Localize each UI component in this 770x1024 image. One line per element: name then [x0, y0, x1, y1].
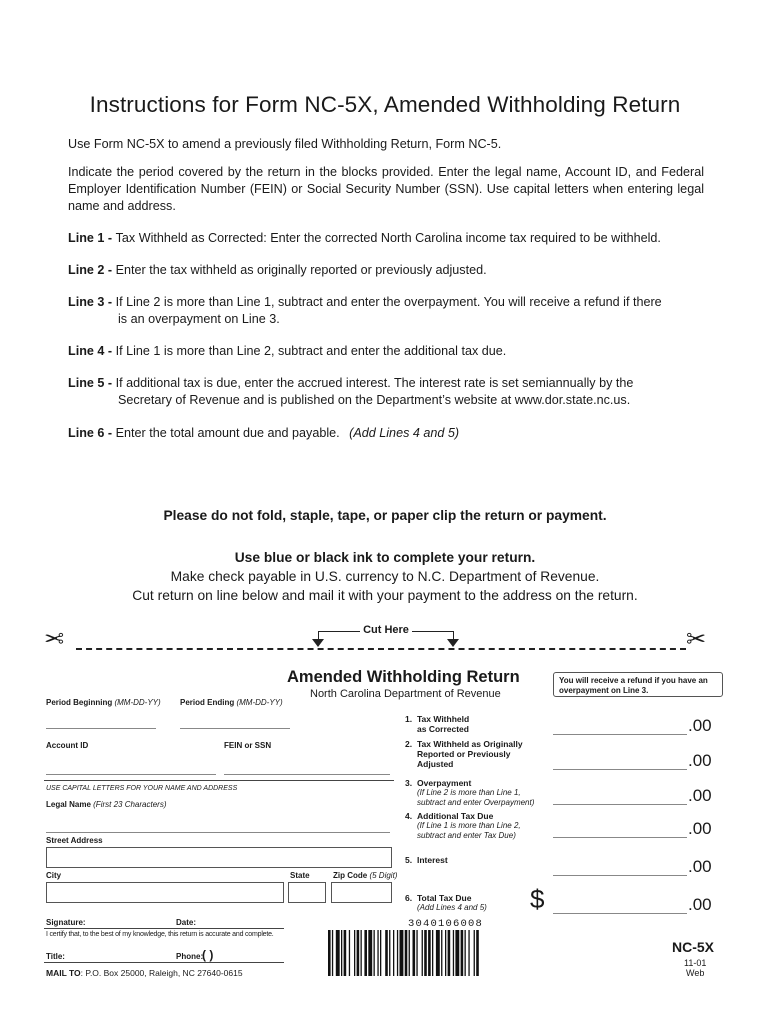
line-label-part: Tax Withheld: [417, 714, 470, 724]
barcode-bar: [476, 930, 479, 976]
barcode-bar: [428, 930, 431, 976]
caps-note: USE CAPITAL LETTERS FOR YOUR NAME AND ADDRESS: [46, 785, 238, 792]
line3-text-b: is an overpayment on Line 3.: [118, 312, 280, 326]
line-label-part: Overpayment: [417, 778, 472, 788]
cut-here-rule-right: [412, 631, 454, 632]
line6-instruction: [68, 425, 704, 442]
barcode-bar: [341, 930, 342, 976]
notice-no-fold: Please do not fold, staple, tape, or paper clip the return or payment.: [163, 508, 607, 523]
line-number: 6.: [405, 893, 413, 903]
cents-label: .00: [688, 786, 712, 805]
line4-text: If Line 1 is more than Line 2, subtract and enter the additional tax due.: [115, 344, 507, 358]
cut-line: [76, 648, 686, 650]
barcode-bar: [344, 930, 347, 976]
fein-label: FEIN or SSN: [224, 741, 272, 750]
barcode-bar: [445, 930, 446, 976]
amount-field[interactable]: [553, 722, 687, 735]
barcode-bar: [377, 930, 378, 976]
barcode-number: 3040106008: [408, 918, 484, 930]
line-label: [417, 739, 567, 769]
barcode-bar: [328, 930, 331, 976]
line6-label: Line 6 -: [68, 426, 116, 440]
line-number: 3.: [405, 778, 413, 788]
signature-line[interactable]: [44, 928, 284, 929]
line-note: subtract and enter Tax Due): [417, 831, 516, 840]
line3-label: Line 3 -: [68, 295, 116, 309]
certify-statement: I certify that, to the best of my knowledge, this return is accurate and complete.: [46, 931, 274, 938]
street-address-label: Street Address: [46, 836, 103, 845]
line3-text-a: If Line 2 is more than Line 1, subtract and enter the overpayment. You will receive a refund if there: [115, 295, 662, 309]
street-address-field[interactable]: [46, 847, 392, 868]
zip-label: Zip Code (5 Digit): [333, 871, 398, 880]
barcode-bar: [409, 930, 410, 976]
line-label-part: Total Tax Due: [417, 893, 472, 903]
line-label-part: Adjusted: [417, 759, 454, 769]
line4-label: Line 4 -: [68, 344, 116, 358]
barcode-bar: [455, 930, 459, 976]
date-label: Date:: [176, 918, 197, 927]
cents-label: .00: [688, 895, 712, 914]
barcode-bar: [354, 930, 355, 976]
mail-to: MAIL TO: P.O. Box 25000, Raleigh, NC 27640-0615: [46, 968, 243, 978]
line-label-part: Interest: [417, 855, 448, 865]
scissors-left-icon: ✂: [44, 626, 65, 653]
city-label: City: [46, 871, 62, 880]
title-line[interactable]: [44, 962, 284, 963]
barcode-bar: [336, 930, 340, 976]
barcode-bar: [332, 930, 333, 976]
line5-instruction: [68, 375, 704, 409]
zip-field[interactable]: [331, 882, 392, 903]
amount-line-3: [405, 778, 725, 812]
line2-text: Enter the tax withheld as originally reported or previously adjusted.: [115, 263, 487, 277]
barcode-bar: [474, 930, 475, 976]
scissors-right-icon: ✂: [686, 626, 707, 653]
intro-paragraph-2: Indicate the period covered by the return in the blocks provided. Enter the legal name, Account ID, and Federal Employer Identification Number (FEIN) or Social Security Number (SSN). Use capital letters when entering legal name and address.: [68, 165, 704, 213]
barcode-bar: [361, 930, 362, 976]
signature-label: Signature:: [46, 918, 86, 927]
phone-label: Phone:: [176, 952, 204, 961]
intro-paragraph-1: Use Form NC-5X to amend a previously filed Withholding Return, Form NC-5.: [68, 137, 502, 151]
line6-text: Enter the total amount due and payable.: [115, 426, 340, 440]
notice-cut-mail: Cut return on line below and mail it with your payment to the address on the return.: [132, 588, 638, 603]
cut-arrow-right-icon: [447, 639, 459, 647]
line-note: (If Line 1 is more than Line 2,: [417, 821, 521, 830]
barcode: [328, 930, 568, 978]
barcode-bar: [357, 930, 360, 976]
barcode-bar: [436, 930, 440, 976]
dollar-sign: $: [530, 884, 545, 914]
barcode-bar: [368, 930, 372, 976]
barcode-bar: [413, 930, 416, 976]
state-field[interactable]: [288, 882, 326, 903]
barcode-bar: [448, 930, 451, 976]
line5-text-b: Secretary of Revenue and is published on the Department’s website at www.dor.state.nc.us.: [118, 393, 631, 407]
amount-field[interactable]: [553, 901, 687, 914]
notice-payable: Make check payable in U.S. currency to N.C. Department of Revenue.: [170, 569, 600, 584]
line-number: 5.: [405, 855, 413, 865]
line-label-part: Additional Tax Due: [417, 811, 494, 821]
line2-label: Line 2 -: [68, 263, 116, 277]
period-end-label: Period Ending (MM-DD-YY): [180, 698, 283, 707]
line-label: [417, 714, 567, 734]
barcode-bar: [461, 930, 464, 976]
notice-ink: Use blue or black ink to complete your return.: [234, 550, 536, 565]
barcode-bar: [380, 930, 381, 976]
barcode-bar: [389, 930, 390, 976]
page-title: Instructions for Form NC-5X, Amended Withholding Return: [89, 92, 681, 117]
state-label: State: [290, 871, 310, 880]
barcode-bar: [441, 930, 442, 976]
cents-label: .00: [688, 857, 712, 876]
line6-note: (Add Lines 4 and 5): [349, 426, 460, 440]
barcode-bar: [393, 930, 394, 976]
line-note: subtract and enter Overpayment): [417, 798, 535, 807]
amount-field[interactable]: [553, 863, 687, 876]
line-label: [417, 893, 567, 913]
form-subtitle: North Carolina Department of Revenue: [310, 688, 501, 700]
barcode-bar: [385, 930, 388, 976]
barcode-bar: [453, 930, 454, 976]
barcode-bar: [416, 930, 417, 976]
line5-label: Line 5 -: [68, 376, 116, 390]
line-label-part: Reported or Previously: [417, 749, 511, 759]
form-revision: 11-01: [684, 958, 707, 968]
title-label: Title:: [46, 952, 65, 961]
amount-line-4: [405, 811, 725, 845]
barcode-bar: [468, 930, 469, 976]
line1-text: Tax Withheld as Corrected: Enter the corrected North Carolina income tax required to be withheld.: [115, 231, 661, 245]
barcode-bar: [400, 930, 404, 976]
barcode-bar: [364, 930, 367, 976]
barcode-bar: [424, 930, 427, 976]
line-label: [417, 811, 567, 841]
amount-line-2: [405, 739, 725, 773]
line3-instruction: [68, 294, 704, 328]
account-id-field[interactable]: [46, 760, 216, 775]
line4-instruction: [68, 343, 704, 360]
amount-line-5: [405, 855, 725, 889]
line1-label: Line 1 -: [68, 231, 116, 245]
cut-here-label: Cut Here: [363, 624, 409, 636]
amount-field[interactable]: [553, 792, 687, 805]
amount-field[interactable]: [553, 825, 687, 838]
form-version: Web: [686, 968, 705, 978]
barcode-bar: [422, 930, 423, 976]
line-note: (Add Lines 4 and 5): [417, 903, 487, 912]
line-label: [417, 855, 567, 865]
barcode-bar: [397, 930, 398, 976]
cut-here-rule-left: [318, 631, 360, 632]
line-label-part: Tax Withheld as Originally: [417, 739, 523, 749]
line1-instruction: [68, 230, 704, 247]
period-end-field[interactable]: [180, 714, 290, 729]
line-label: [417, 778, 567, 808]
line-note: (If Line 2 is more than Line 1,: [417, 788, 521, 797]
amount-field[interactable]: [553, 757, 687, 770]
city-field[interactable]: [46, 882, 284, 903]
section-divider: [44, 780, 394, 781]
barcode-bar: [405, 930, 408, 976]
line-number: 4.: [405, 811, 413, 821]
barcode-bar: [432, 930, 433, 976]
account-id-label: Account ID: [46, 741, 89, 750]
refund-note-box: You will receive a refund if you have an overpayment on Line 3.: [553, 672, 723, 697]
cut-arrow-left-icon: [312, 639, 324, 647]
line-number: 1.: [405, 714, 413, 724]
line2-instruction: [68, 262, 704, 279]
cents-label: .00: [688, 819, 712, 838]
line5-text-a: If additional tax is due, enter the accrued interest. The interest rate is set semiannually by the: [115, 376, 634, 390]
phone-paren: ( ): [202, 948, 214, 962]
period-begin-field[interactable]: [46, 714, 156, 729]
form-id: NC-5X: [672, 939, 715, 955]
legal-name-field[interactable]: [46, 818, 390, 833]
fein-field[interactable]: [224, 760, 390, 775]
line-number: 2.: [405, 739, 413, 749]
legal-name-label: Legal Name (First 23 Characters): [46, 800, 167, 809]
form-title: Amended Withholding Return: [287, 668, 520, 686]
barcode-bar: [374, 930, 375, 976]
barcode-bar: [465, 930, 466, 976]
period-begin-label: Period Beginning (MM-DD-YY): [46, 698, 161, 707]
line-label-part: as Corrected: [417, 724, 469, 734]
barcode-bar: [349, 930, 350, 976]
cents-label: .00: [688, 751, 712, 770]
cents-label: .00: [688, 716, 712, 735]
